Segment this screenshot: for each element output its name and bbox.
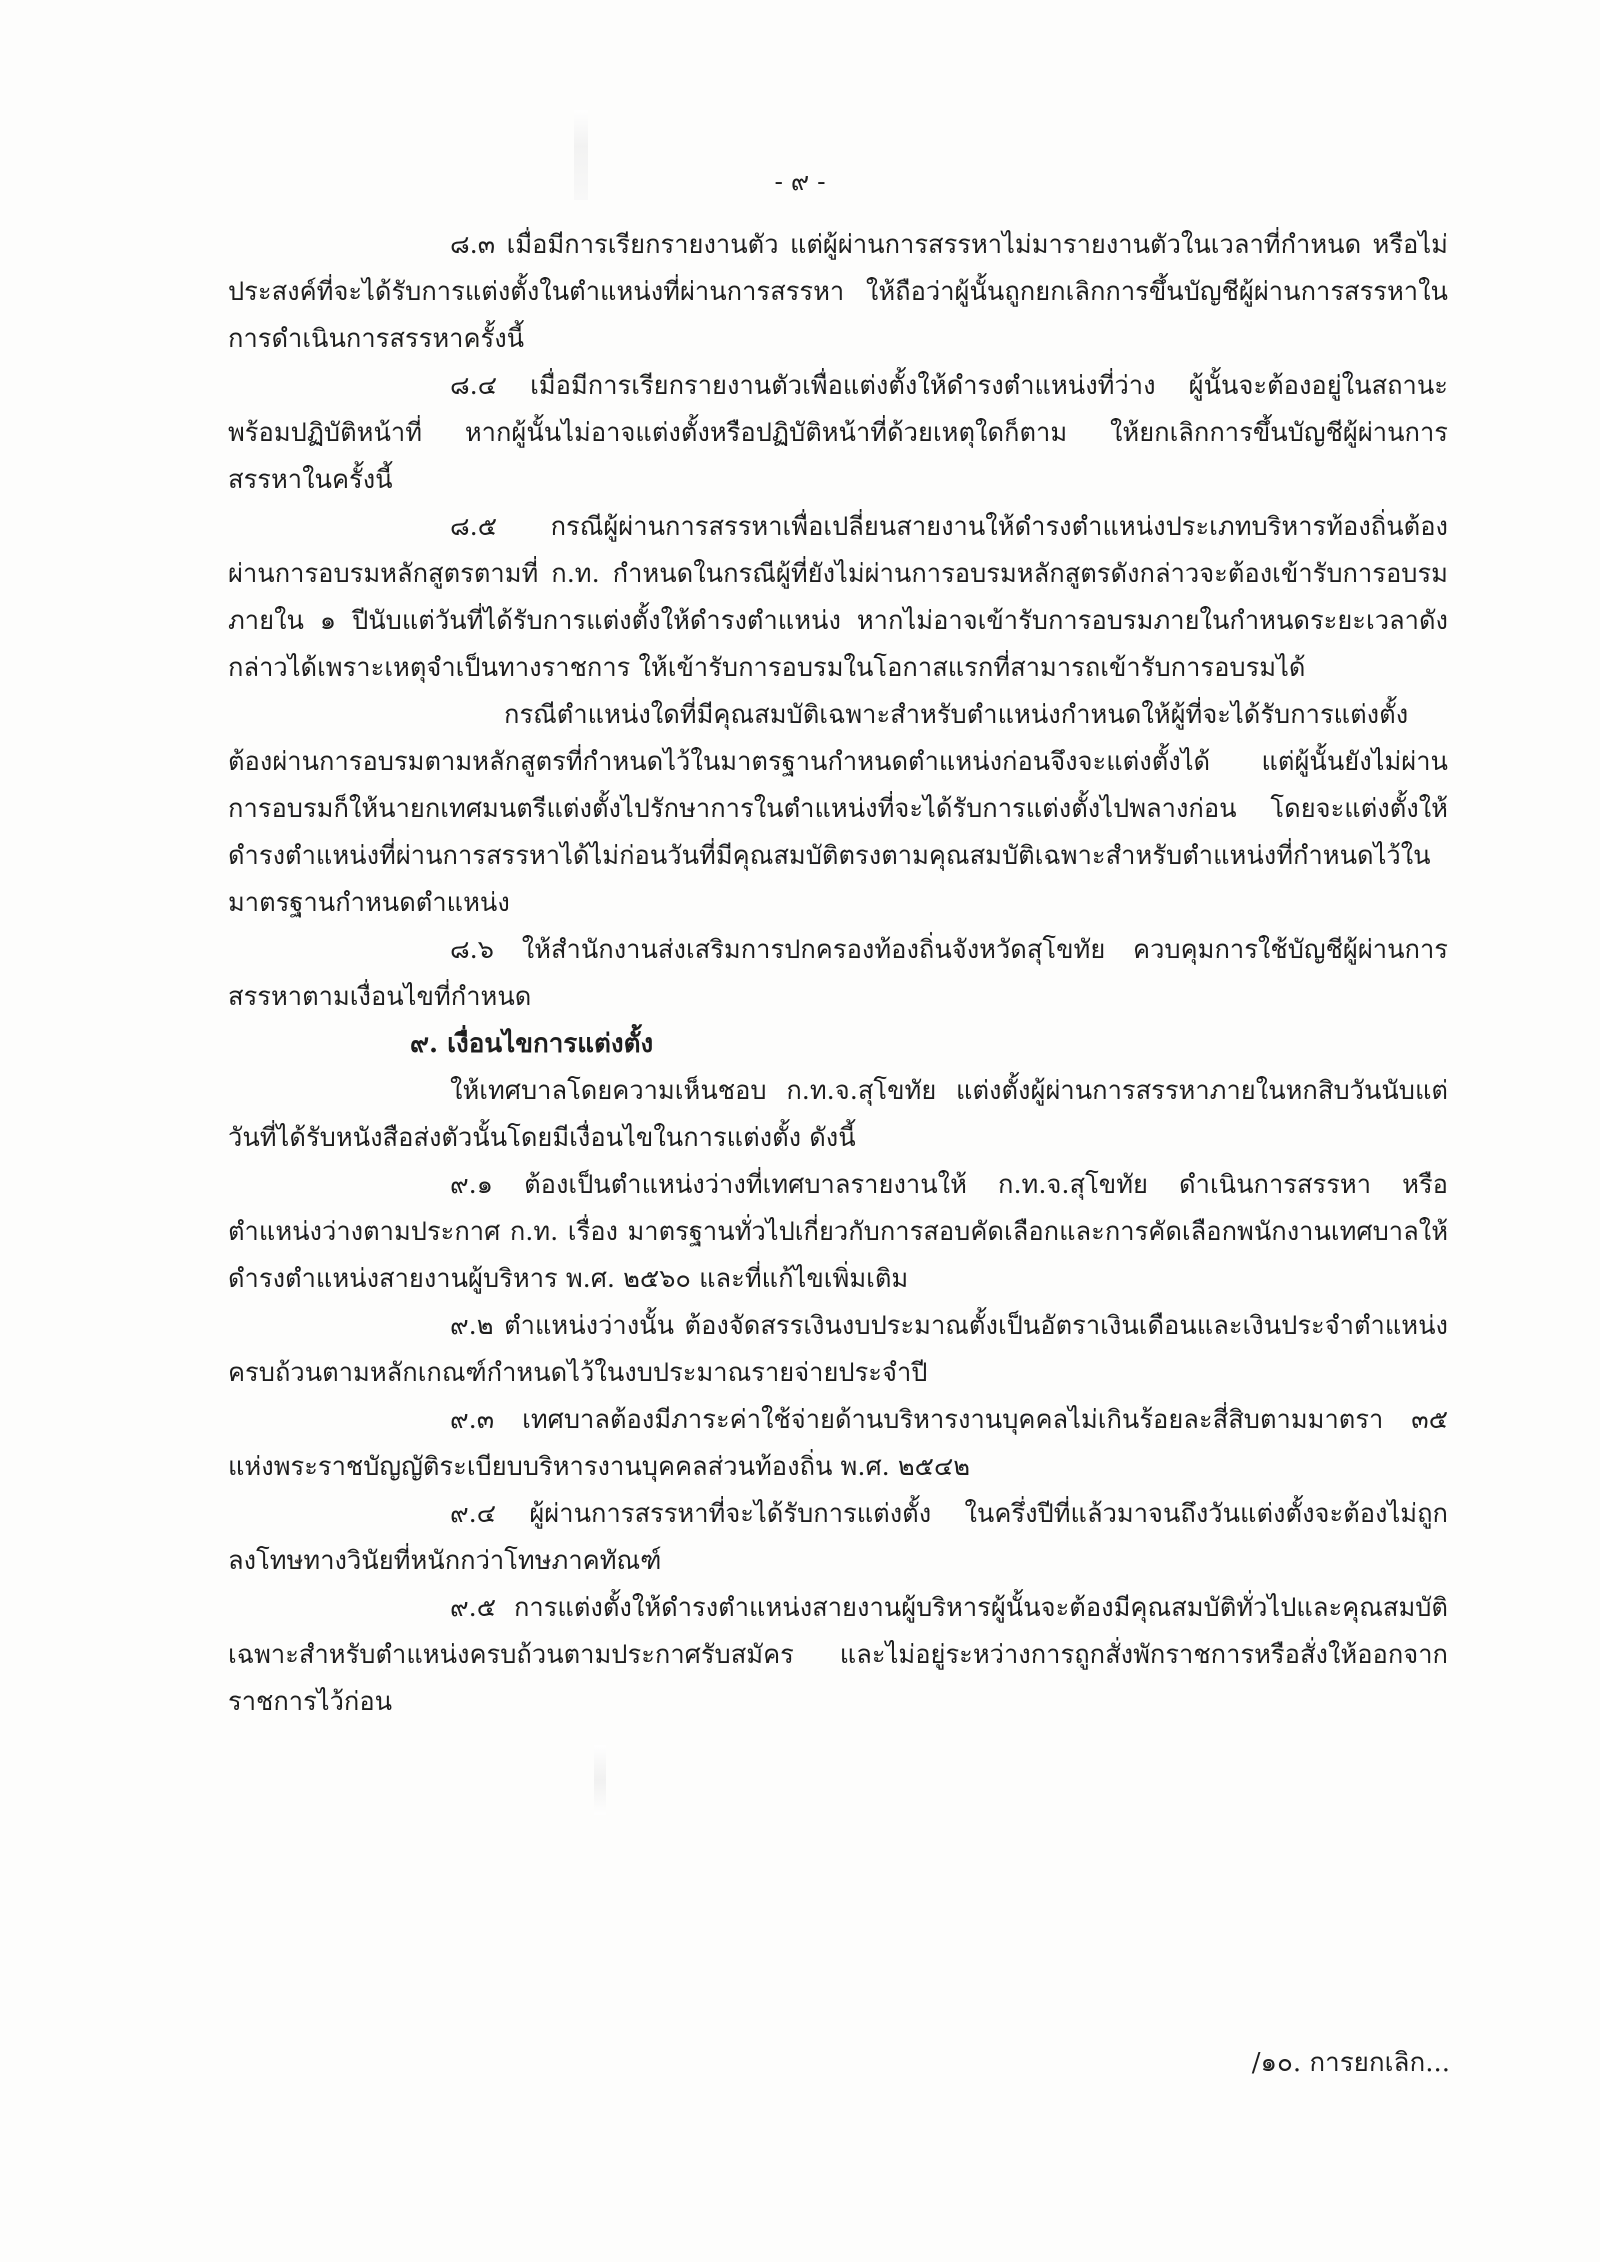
paragraph-9-2: ๙.๒ ตำแหน่งว่างนั้น ต้องจัดสรรเงินงบประมาณตั้งเป็นอัตราเงินเดือนและเงินประจำตำแหน่งครบถ้วนตามหลักเกณฑ์กำหนดไว้ในงบประมาณรายจ่ายประจำปี bbox=[228, 1311, 1448, 1388]
paragraph-9-5: ๙.๕ การแต่งตั้งให้ดำรงตำแหน่งสายงานผู้บริหารผู้นั้นจะต้องมีคุณสมบัติทั่วไปและคุณสมบัติเฉพาะสำหรับตำแหน่งครบถ้วนตามประกาศรับสมัคร และไม่อยู่ระหว่างการถูกสั่งพักราชการหรือสั่งให้ออกจากราชการไว้ก่อน bbox=[228, 1593, 1448, 1717]
continuation-note: /๑๐. การยกเลิก... bbox=[1251, 2048, 1450, 2078]
paragraph-8-3: ๘.๓ เมื่อมีการเรียกรายงานตัว แต่ผู้ผ่านการสรรหาไม่มารายงานตัวในเวลาที่กำหนด หรือไม่ประสงค์ที่จะได้รับการแต่งตั้งในตำแหน่งที่ผ่านการสรรหา ให้ถือว่าผู้นั้นถูกยกเลิกการขึ้นบัญชีผู้ผ่านการสรรหาในการดำเนินการสรรหาครั้งนี้ bbox=[228, 230, 1448, 354]
paragraph-8-5-note: กรณีตำแหน่งใดที่มีคุณสมบัติเฉพาะสำหรับตำแหน่งกำหนดให้ผู้ที่จะได้รับการแต่งตั้งต้องผ่านการอบรมตามหลักสูตรที่กำหนดไว้ในมาตรฐานกำหนดตำแหน่งก่อนจึงจะแต่งตั้งได้ แต่ผู้นั้นยังไม่ผ่านการอบรมก็ให้นายกเทศมนตรีแต่งตั้งไปรักษาการในตำแหน่งที่จะได้รับการแต่งตั้งไปพลางก่อน โดยจะแต่งตั้งให้ดำรงตำแหน่งที่ผ่านการสรรหาได้ไม่ก่อนวันที่มีคุณสมบัติตรงตามคุณสมบัติเฉพาะสำหรับตำแหน่งที่กำหนดไว้ในมาตรฐานกำหนดตำแหน่ง bbox=[228, 700, 1448, 918]
page-number: - ๙ - bbox=[774, 167, 826, 196]
paragraph-9-3: ๙.๓ เทศบาลต้องมีภาระค่าใช้จ่ายด้านบริหารงานบุคคลไม่เกินร้อยละสี่สิบตามมาตรา ๓๕ แห่งพระราชบัญญัติระเบียบบริหารงานบุคคลส่วนท้องถิ่น พ.ศ. ๒๕๔๒ bbox=[228, 1405, 1448, 1482]
section-intro: ให้เทศบาลโดยความเห็นชอบ ก.ท.จ.สุโขทัย แต่งตั้งผู้ผ่านการสรรหาภายในหกสิบวันนับแต่วันที่ได้รับหนังสือส่งตัวนั้นโดยมีเงื่อนไขในการแต่งตั้ง ดังนี้ bbox=[228, 1076, 1448, 1153]
paragraph-9-4: ๙.๔ ผู้ผ่านการสรรหาที่จะได้รับการแต่งตั้ง ในครึ่งปีที่แล้วมาจนถึงวันแต่งตั้งจะต้องไม่ถูกลงโทษทางวินัยที่หนักกว่าโทษภาคทัณฑ์ bbox=[228, 1499, 1448, 1576]
scan-artifact bbox=[594, 1745, 606, 1815]
section-heading: ๙. เงื่อนไขการแต่งตั้ง bbox=[410, 1029, 654, 1059]
paragraph-8-5: ๘.๕ กรณีผู้ผ่านการสรรหาเพื่อเปลี่ยนสายงานให้ดำรงตำแหน่งประเภทบริหารท้องถิ่นต้องผ่านการอบรมหลักสูตรตามที่ ก.ท. กำหนดในกรณีผู้ที่ยังไม่ผ่านการอบรมหลักสูตรดังกล่าวจะต้องเข้ารับการอบรมภายใน ๑ ปีนับแต่วันที่ได้รับการแต่งตั้งให้ดำรงตำแหน่ง หากไม่อาจเข้ารับการอบรมภายในกำหนดระยะเวลาดังกล่าวได้เพราะเหตุจำเป็นทางราชการ ให้เข้ารับการอบรมในโอกาสแรกที่สามารถเข้ารับการอบรมได้ bbox=[228, 512, 1448, 683]
paragraph-8-6: ๘.๖ ให้สำนักงานส่งเสริมการปกครองท้องถิ่นจังหวัดสุโขทัย ควบคุมการใช้บัญชีผู้ผ่านการสรรหาตามเงื่อนไขที่กำหนด bbox=[228, 935, 1448, 1012]
document-body bbox=[228, 222, 1448, 1726]
paragraph-9-1: ๙.๑ ต้องเป็นตำแหน่งว่างที่เทศบาลรายงานให้ ก.ท.จ.สุโขทัย ดำเนินการสรรหา หรือตำแหน่งว่างตามประกาศ ก.ท. เรื่อง มาตรฐานทั่วไปเกี่ยวกับการสอบคัดเลือกและการคัดเลือกพนักงานเทศบาลให้ดำรงตำแหน่งสายงานผู้บริหาร พ.ศ. ๒๕๖๐ และที่แก้ไขเพิ่มเติม bbox=[228, 1170, 1448, 1294]
paragraph-8-4: ๘.๔ เมื่อมีการเรียกรายงานตัวเพื่อแต่งตั้งให้ดำรงตำแหน่งที่ว่าง ผู้นั้นจะต้องอยู่ในสถานะพร้อมปฏิบัติหน้าที่ หากผู้นั้นไม่อาจแต่งตั้งหรือปฏิบัติหน้าที่ด้วยเหตุใดก็ตาม ให้ยกเลิกการขึ้นบัญชีผู้ผ่านการสรรหาในครั้งนี้ bbox=[228, 371, 1448, 495]
